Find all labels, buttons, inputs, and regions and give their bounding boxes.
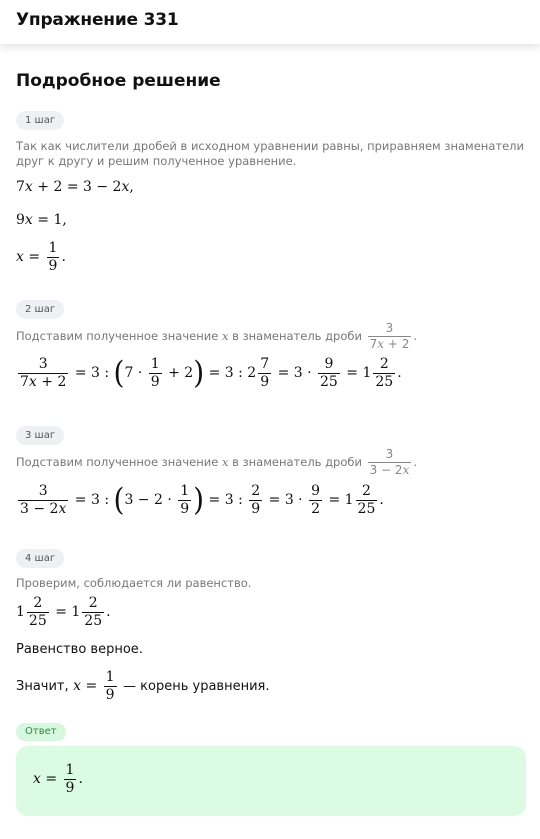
step-4-note: Проверим, соблюдается ли равенство.	[16, 576, 252, 590]
step-2-badge: 2 шаг	[16, 300, 64, 319]
equation-1: 7 x + 2 = 3 − 2 x ,	[16, 179, 134, 195]
step-3-badge: 3 шаг	[16, 426, 64, 445]
answer-equation: x = $\frac{1}{9}$ .	[33, 762, 83, 796]
answer-badge: Ответ	[16, 723, 66, 741]
section-title: Подробное решение	[16, 71, 221, 91]
equation-5: $\frac{3}{3 - 2x}$ = 3 : ( 3 − 2 · $\frac{1}{9}$ ) = 3 : $\frac{2}{9}$ = 3 · $\frac{9}{2}$ = 1 $\frac{2}{25}$ .	[20, 481, 384, 518]
equation-6: 1 $\frac{2}{25}$ = 1 $\frac{2}{25}$ .	[16, 595, 111, 629]
header-bar	[0, 0, 540, 44]
step-4-badge: 4 шаг	[16, 549, 64, 568]
step-1-note: Так как числители дробей в исходном уравнении равны, приравняем знаменатели друг к другу и решим полученное уравнение.	[16, 139, 524, 168]
equation-4: $\frac{3}{7x + 2}$ = 3 : ( 7 · $\frac{1}{9}$ + 2 ) = 3 : 2 $\frac{7}{9}$ = 3 · $\frac{9}{25}$ = 1 $\frac{2}{25}$ .	[20, 354, 402, 391]
step-3-note: Подставим полученное значение x в знаменатель дроби $\frac{3}{3 - 2x}$ .	[16, 447, 417, 477]
step-1-badge: 1 шаг	[16, 111, 64, 130]
page-title: Упражнение 331	[16, 10, 179, 30]
answer-box	[16, 746, 526, 816]
equation-2: 9 x = 1,	[16, 212, 67, 228]
conclusion-text: Равенство верное.	[16, 642, 143, 657]
equation-3: x = $\frac{1}{9}$ .	[16, 240, 66, 274]
root-statement: Значит, x = $\frac{1}{9}$ — корень уравнения.	[16, 669, 270, 703]
step-2-note: Подставим полученное значение x в знаменатель дроби $\frac{3}{7x + 2}$ .	[16, 321, 418, 351]
